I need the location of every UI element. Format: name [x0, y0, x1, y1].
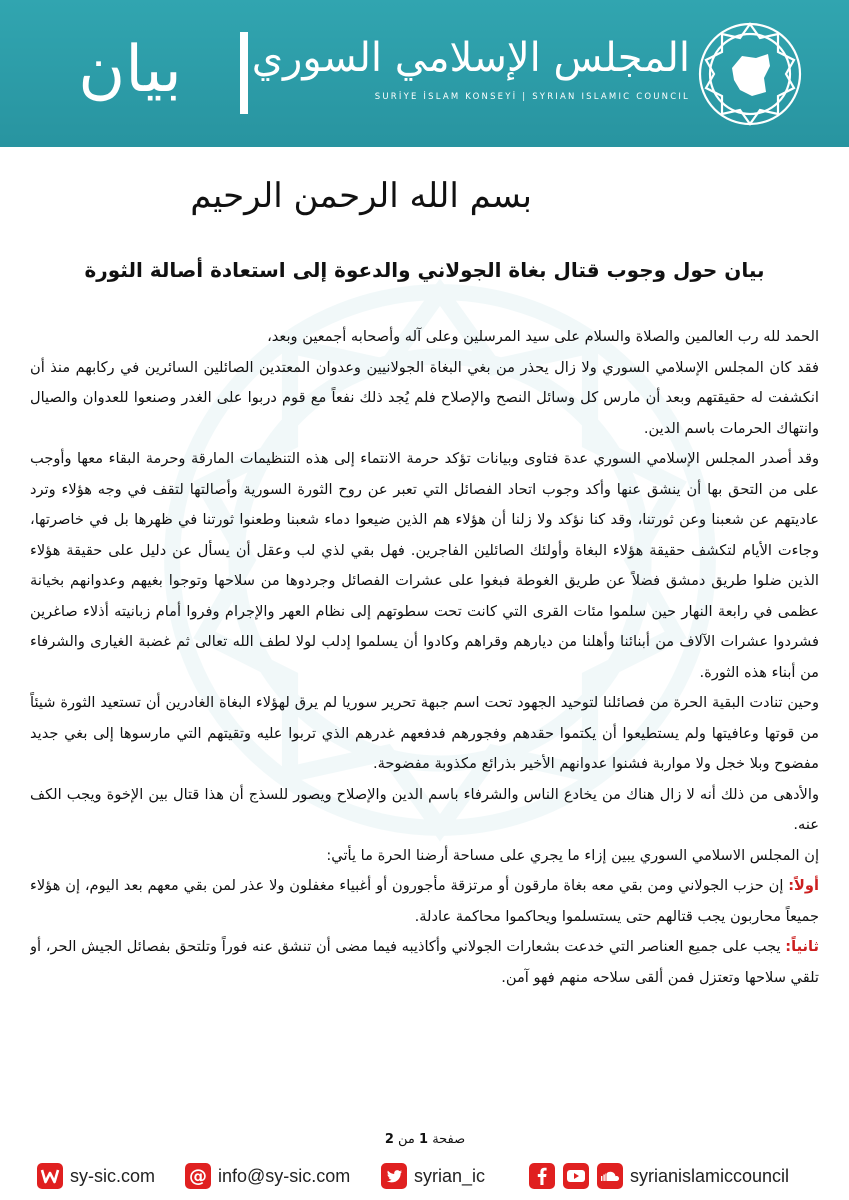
- statement-label: بيان: [78, 33, 182, 107]
- header-divider: [240, 32, 248, 114]
- footer-contact-bar: [0, 1152, 849, 1200]
- council-name-arabic: المجلس الإسلامي السوري: [251, 35, 690, 81]
- svg-text:@: @: [189, 1166, 207, 1187]
- website-link[interactable]: [36, 1160, 155, 1192]
- statement-body: [30, 322, 819, 1112]
- point-lead: ثانياً:: [785, 938, 819, 955]
- page-separator: من: [398, 1132, 415, 1147]
- email-at-icon: [184, 1162, 212, 1190]
- email-text: info@sy-sic.com: [218, 1165, 351, 1186]
- basmala-calligraphy: بسم الله الرحمن الرحيم: [190, 176, 532, 216]
- twitter-link[interactable]: [380, 1160, 485, 1192]
- point-text: إن حزب الجولاني ومن بقي معه بغاة مارقون أو مرتزقة مأجورون أو أغبياء مغفلون ولا عذر لمن بقي معهم بعد اليوم، إن هؤلاء جميعاً محاربون يجب قتالهم حتى يستسلموا ويحاكموا محاكمة عادلة.: [30, 877, 819, 925]
- facebook-icon[interactable]: [528, 1162, 556, 1190]
- twitter-handle-text: syrian_ic: [414, 1165, 486, 1186]
- council-name-english: SURİYE İSLAM KONSEYİ | SYRIAN ISLAMIC COUNCIL: [374, 92, 690, 102]
- statement-title: بيان حول وجوب قتال بغاة الجولاني والدعوة إلى استعادة أصالة الثورة: [84, 258, 765, 282]
- soundcloud-icon[interactable]: [596, 1162, 624, 1190]
- page-total: 2: [384, 1132, 394, 1147]
- paragraph: وحين تنادت البقية الحرة من فصائلنا لتوحيد الجهود تحت اسم جبهة تحرير سوريا لم يرق لهؤلاء البغاة الغادرين أن تستعيد الثورة شيئاً من قوتها وعافيتها ولم يستطيعوا أن يكتموا حقدهم وفجورهم فدفعهم غدرهم الذي تربوا عليه وتقيتهم التي مارسوها إلى بغي جديد مفضوح وبلا خجل ولا مواربة فشنوا عدوانهم الأخير بذرائع مكذوبة مفضوحة.: [30, 694, 819, 772]
- point-item: [30, 871, 819, 932]
- youtube-icon[interactable]: [562, 1162, 590, 1190]
- point-lead: أولاً:: [788, 877, 819, 894]
- twitter-icon: [380, 1162, 408, 1190]
- header-banner: [0, 0, 849, 147]
- paragraph: الحمد لله رب العالمين والصلاة والسلام على سيد المرسلين وعلى آله وأصحابه أجمعين وبعد،: [267, 328, 819, 345]
- website-text: sy-sic.com: [70, 1165, 155, 1186]
- point-item: [30, 932, 819, 993]
- social-links[interactable]: [528, 1160, 789, 1192]
- paragraph: فقد كان المجلس الإسلامي السوري ولا زال يحذر من بغي البغاة الجولانيين وعدوان المعتدين الصائلين السائرين في ركابهم منذ أن انكشفت له حقيقتهم وبعد أن مارس كل وسائل النصح والإصلاح فلم يُجد ذلك نفعاً مع قوم دربوا على الغدر وصنعوا للعدوان والصيال وانتهاك الحرمات باسم الدين.: [30, 358, 819, 437]
- website-w-icon: [36, 1162, 64, 1190]
- email-link[interactable]: [184, 1160, 350, 1192]
- page-current: 1: [419, 1132, 429, 1147]
- point-text: يجب على جميع العناصر التي خدعت بشعارات الجولاني وأكاذيبه فيما مضى أن تنشق عنه فوراً وتلتحق بفصائل الجيش الحر، أو تلقي سلاحها وتعتزل فمن ألقى سلاحه منهم فهو آمن.: [30, 938, 819, 986]
- social-handle-text: syrianislamiccouncil: [630, 1165, 790, 1186]
- paragraph: والأدهى من ذلك أنه لا زال هناك من يخادع الناس والشرفاء باسم الدين والإصلاح ويصور للسذج أن هذا قتال بين الإخوة ويجب الكف عنه.: [30, 785, 819, 833]
- page-prefix: صفحة: [432, 1132, 466, 1147]
- paragraph: وقد أصدر المجلس الإسلامي السوري عدة فتاوى وبيانات تؤكد حرمة الانتماء إلى هذه التنظيمات المارقة وحرمة البقاء معها وأوجب على من التحق بها أن ينشق عنها وأكد وجوب اتحاد الفصائل التي تعبر عن روح الثورة السورية وأصالتها لتقف في وجه هؤلاء وترد عاديتهم عن شعبنا وعن ثورتنا، وقد كنا نؤكد ولا زلنا أن هؤلاء هم الذين ضيعوا دماء شعبنا وطعنوا ثورتنا في ظهرها بل في خاصرتها، وجاءت الأيام لتكشف حقيقة هؤلاء البغاة وأولئك الصائلين الفاجرين. فهل بقي لذي لب وعقل أن يسأل عن دليل على حقيقة هؤلاء الذين ضلوا طريق دمشق فضلاً عن طريق الغوطة فبغوا على عشرات الفصائل وجردوها من سلاحها وتوجوا بغيهم وعدوانهم بخيانة عظمى في رابعة النهار حين سلموا مئات القرى التي كانت تحت سطوتهم إلى نظام العهر والإجرام وفروا أمام زبانيته أذلاء صاغرين فشردوا عشرات الآلاف من أبنائنا وأهلنا من ديارهم وقراهم وكادوا أن يسلموا إدلب لولا لطف الله تعالى ثم غضبة الغيارى والشرفاء من أبناء هذه الثورة.: [30, 450, 819, 681]
- paragraph: إن المجلس الاسلامي السوري يبين إزاء ما يجري على مساحة أرضنا الحرة ما يأتي:: [326, 846, 819, 864]
- council-emblem-logo: [694, 18, 806, 130]
- page-number: [320, 1128, 530, 1152]
